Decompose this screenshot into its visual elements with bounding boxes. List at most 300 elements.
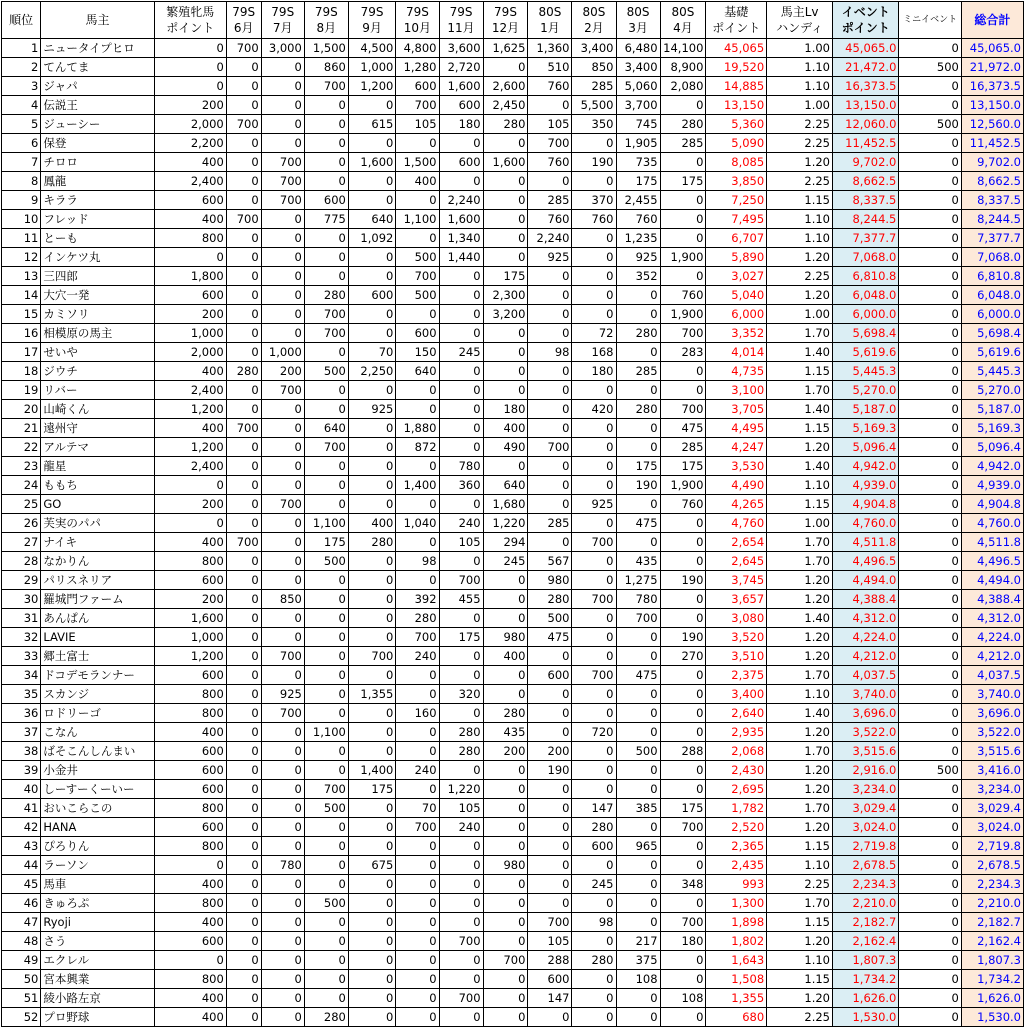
79s-jul-cell[interactable]: 0: [261, 58, 304, 77]
79s-sep-cell[interactable]: 1,355: [348, 685, 395, 704]
rank-cell[interactable]: 6: [2, 134, 41, 153]
rank-cell[interactable]: 5: [2, 115, 41, 134]
mini-event-cell[interactable]: 0: [899, 400, 961, 419]
80s-jan-cell[interactable]: 0: [528, 723, 572, 742]
80s-jan-cell[interactable]: 288: [528, 951, 572, 970]
80s-apr-cell[interactable]: 0: [660, 951, 706, 970]
79s-oct-cell[interactable]: 700: [396, 96, 439, 115]
owner-lv-handicap-cell[interactable]: 1.20: [767, 932, 833, 951]
table-row[interactable]: [2, 704, 1024, 723]
80s-apr-cell[interactable]: 0: [660, 191, 706, 210]
80s-mar-cell[interactable]: 0: [616, 685, 660, 704]
table-row[interactable]: [2, 96, 1024, 115]
80s-jan-cell[interactable]: 0: [528, 96, 572, 115]
mini-event-cell[interactable]: 0: [899, 419, 961, 438]
mini-event-cell[interactable]: 0: [899, 685, 961, 704]
79s-nov-cell[interactable]: 320: [439, 685, 483, 704]
80s-apr-cell[interactable]: 1,900: [660, 476, 706, 495]
base-points-cell[interactable]: 7,250: [706, 191, 767, 210]
col-80s-mar-header[interactable]: [616, 2, 660, 39]
79s-jun-cell[interactable]: 0: [226, 457, 261, 476]
80s-mar-cell[interactable]: 925: [616, 248, 660, 267]
79s-jun-cell[interactable]: 0: [226, 647, 261, 666]
rank-cell[interactable]: 4: [2, 96, 41, 115]
79s-aug-cell[interactable]: 0: [304, 837, 348, 856]
owner-cell[interactable]: 龍星: [41, 457, 154, 476]
col-event-points-header[interactable]: [833, 2, 899, 39]
table-row[interactable]: [2, 761, 1024, 780]
event-points-cell[interactable]: 2,234.3: [833, 875, 899, 894]
grand-total-cell[interactable]: 3,696.0: [961, 704, 1023, 723]
owner-cell[interactable]: HANA: [41, 818, 154, 837]
79s-oct-cell[interactable]: 0: [396, 875, 439, 894]
broodmare-points-cell[interactable]: 600: [154, 286, 226, 305]
79s-nov-cell[interactable]: 0: [439, 951, 483, 970]
owner-lv-handicap-cell[interactable]: 2.25: [767, 875, 833, 894]
79s-nov-cell[interactable]: 180: [439, 115, 483, 134]
80s-feb-cell[interactable]: 0: [572, 1008, 616, 1027]
80s-mar-cell[interactable]: 6,480: [616, 39, 660, 58]
base-points-cell[interactable]: 4,490: [706, 476, 767, 495]
table-row[interactable]: [2, 571, 1024, 590]
owner-lv-handicap-cell[interactable]: 1.15: [767, 495, 833, 514]
79s-jul-cell[interactable]: 0: [261, 894, 304, 913]
80s-mar-cell[interactable]: 352: [616, 267, 660, 286]
79s-sep-cell[interactable]: 4,500: [348, 39, 395, 58]
79s-dec-cell[interactable]: 0: [483, 799, 528, 818]
79s-aug-cell[interactable]: 0: [304, 742, 348, 761]
rank-cell[interactable]: 22: [2, 438, 41, 457]
80s-mar-cell[interactable]: 280: [616, 400, 660, 419]
79s-aug-cell[interactable]: 0: [304, 343, 348, 362]
79s-oct-cell[interactable]: 700: [396, 818, 439, 837]
table-row[interactable]: [2, 1008, 1024, 1027]
80s-feb-cell[interactable]: 0: [572, 286, 616, 305]
79s-oct-cell[interactable]: 0: [396, 723, 439, 742]
owner-lv-handicap-cell[interactable]: 1.40: [767, 457, 833, 476]
79s-dec-cell[interactable]: 0: [483, 837, 528, 856]
owner-cell[interactable]: ばそこんしんまい: [41, 742, 154, 761]
mini-event-cell[interactable]: 0: [899, 666, 961, 685]
owner-lv-handicap-cell[interactable]: 1.40: [767, 343, 833, 362]
79s-jun-cell[interactable]: 0: [226, 514, 261, 533]
broodmare-points-cell[interactable]: 400: [154, 533, 226, 552]
79s-dec-cell[interactable]: 3,200: [483, 305, 528, 324]
broodmare-points-cell[interactable]: 0: [154, 77, 226, 96]
79s-jul-cell[interactable]: 0: [261, 628, 304, 647]
79s-aug-cell[interactable]: 0: [304, 970, 348, 989]
event-points-cell[interactable]: 21,472.0: [833, 58, 899, 77]
owner-lv-handicap-cell[interactable]: 2.25: [767, 134, 833, 153]
rank-cell[interactable]: 33: [2, 647, 41, 666]
79s-oct-cell[interactable]: 0: [396, 134, 439, 153]
80s-apr-cell[interactable]: 1,900: [660, 305, 706, 324]
80s-mar-cell[interactable]: 217: [616, 932, 660, 951]
table-row[interactable]: [2, 894, 1024, 913]
79s-nov-cell[interactable]: 455: [439, 590, 483, 609]
broodmare-points-cell[interactable]: 800: [154, 799, 226, 818]
79s-sep-cell[interactable]: 0: [348, 875, 395, 894]
79s-aug-cell[interactable]: 0: [304, 685, 348, 704]
79s-aug-cell[interactable]: 0: [304, 495, 348, 514]
80s-mar-cell[interactable]: 285: [616, 362, 660, 381]
80s-mar-cell[interactable]: 1,275: [616, 571, 660, 590]
80s-feb-cell[interactable]: 147: [572, 799, 616, 818]
base-points-cell[interactable]: 14,885: [706, 77, 767, 96]
80s-jan-cell[interactable]: 1,360: [528, 39, 572, 58]
table-row[interactable]: [2, 799, 1024, 818]
broodmare-points-cell[interactable]: 1,000: [154, 628, 226, 647]
80s-apr-cell[interactable]: 700: [660, 913, 706, 932]
80s-apr-cell[interactable]: 180: [660, 932, 706, 951]
79s-nov-cell[interactable]: 0: [439, 704, 483, 723]
79s-nov-cell[interactable]: 1,440: [439, 248, 483, 267]
owner-cell[interactable]: GO: [41, 495, 154, 514]
79s-aug-cell[interactable]: 0: [304, 229, 348, 248]
owner-lv-handicap-cell[interactable]: 1.70: [767, 742, 833, 761]
80s-apr-cell[interactable]: 475: [660, 419, 706, 438]
mini-event-cell[interactable]: 0: [899, 875, 961, 894]
base-points-cell[interactable]: 5,360: [706, 115, 767, 134]
table-row[interactable]: [2, 77, 1024, 96]
79s-jun-cell[interactable]: 0: [226, 305, 261, 324]
80s-feb-cell[interactable]: 98: [572, 913, 616, 932]
80s-mar-cell[interactable]: 745: [616, 115, 660, 134]
table-row[interactable]: [2, 229, 1024, 248]
80s-feb-cell[interactable]: 700: [572, 666, 616, 685]
79s-sep-cell[interactable]: 675: [348, 856, 395, 875]
79s-jul-cell[interactable]: 780: [261, 856, 304, 875]
col-79s-jul-header[interactable]: [261, 2, 304, 39]
grand-total-cell[interactable]: 2,719.8: [961, 837, 1023, 856]
79s-jun-cell[interactable]: 0: [226, 248, 261, 267]
col-broodmare-points-header[interactable]: [154, 2, 226, 39]
79s-aug-cell[interactable]: 775: [304, 210, 348, 229]
79s-oct-cell[interactable]: 0: [396, 685, 439, 704]
base-points-cell[interactable]: 3,705: [706, 400, 767, 419]
80s-feb-cell[interactable]: 0: [572, 970, 616, 989]
79s-sep-cell[interactable]: 0: [348, 704, 395, 723]
event-points-cell[interactable]: 3,740.0: [833, 685, 899, 704]
80s-feb-cell[interactable]: 0: [572, 780, 616, 799]
79s-oct-cell[interactable]: 105: [396, 115, 439, 134]
79s-oct-cell[interactable]: 98: [396, 552, 439, 571]
grand-total-cell[interactable]: 2,162.4: [961, 932, 1023, 951]
80s-mar-cell[interactable]: 2,455: [616, 191, 660, 210]
event-points-cell[interactable]: 4,496.5: [833, 552, 899, 571]
79s-nov-cell[interactable]: 105: [439, 799, 483, 818]
owner-cell[interactable]: ロドリーゴ: [41, 704, 154, 723]
79s-jun-cell[interactable]: 0: [226, 609, 261, 628]
base-points-cell[interactable]: 3,657: [706, 590, 767, 609]
rank-cell[interactable]: 37: [2, 723, 41, 742]
79s-jul-cell[interactable]: 0: [261, 77, 304, 96]
79s-dec-cell[interactable]: 1,600: [483, 153, 528, 172]
owner-cell[interactable]: Ryoji: [41, 913, 154, 932]
79s-aug-cell[interactable]: 0: [304, 761, 348, 780]
grand-total-cell[interactable]: 5,270.0: [961, 381, 1023, 400]
rank-cell[interactable]: 47: [2, 913, 41, 932]
event-points-cell[interactable]: 5,445.3: [833, 362, 899, 381]
80s-feb-cell[interactable]: 600: [572, 837, 616, 856]
79s-jun-cell[interactable]: 0: [226, 134, 261, 153]
col-base-points-header[interactable]: [706, 2, 767, 39]
79s-dec-cell[interactable]: 175: [483, 267, 528, 286]
79s-aug-cell[interactable]: 0: [304, 115, 348, 134]
79s-jun-cell[interactable]: 0: [226, 381, 261, 400]
80s-feb-cell[interactable]: 5,500: [572, 96, 616, 115]
79s-nov-cell[interactable]: 0: [439, 381, 483, 400]
79s-oct-cell[interactable]: 500: [396, 286, 439, 305]
79s-jul-cell[interactable]: 0: [261, 476, 304, 495]
79s-oct-cell[interactable]: 0: [396, 837, 439, 856]
broodmare-points-cell[interactable]: 400: [154, 362, 226, 381]
80s-mar-cell[interactable]: 3,700: [616, 96, 660, 115]
79s-nov-cell[interactable]: 280: [439, 723, 483, 742]
79s-oct-cell[interactable]: 0: [396, 533, 439, 552]
base-points-cell[interactable]: 5,090: [706, 134, 767, 153]
80s-jan-cell[interactable]: 0: [528, 324, 572, 343]
79s-sep-cell[interactable]: 0: [348, 476, 395, 495]
mini-event-cell[interactable]: 0: [899, 305, 961, 324]
mini-event-cell[interactable]: 0: [899, 362, 961, 381]
owner-cell[interactable]: 郷土富士: [41, 647, 154, 666]
80s-jan-cell[interactable]: 0: [528, 400, 572, 419]
79s-nov-cell[interactable]: 0: [439, 267, 483, 286]
mini-event-cell[interactable]: 500: [899, 761, 961, 780]
table-row[interactable]: [2, 343, 1024, 362]
rank-cell[interactable]: 42: [2, 818, 41, 837]
79s-oct-cell[interactable]: 0: [396, 400, 439, 419]
grand-total-cell[interactable]: 9,702.0: [961, 153, 1023, 172]
79s-oct-cell[interactable]: 0: [396, 856, 439, 875]
80s-feb-cell[interactable]: 3,400: [572, 39, 616, 58]
col-79s-sep-header[interactable]: [348, 2, 395, 39]
80s-apr-cell[interactable]: 700: [660, 400, 706, 419]
table-row[interactable]: [2, 248, 1024, 267]
mini-event-cell[interactable]: 0: [899, 571, 961, 590]
owner-lv-handicap-cell[interactable]: 1.40: [767, 400, 833, 419]
col-owner-lv-handicap-header[interactable]: [767, 2, 833, 39]
mini-event-cell[interactable]: 0: [899, 780, 961, 799]
80s-apr-cell[interactable]: 285: [660, 438, 706, 457]
79s-dec-cell[interactable]: 0: [483, 343, 528, 362]
base-points-cell[interactable]: 680: [706, 1008, 767, 1027]
80s-apr-cell[interactable]: 283: [660, 343, 706, 362]
owner-cell[interactable]: ナイキ: [41, 533, 154, 552]
grand-total-cell[interactable]: 2,678.5: [961, 856, 1023, 875]
79s-sep-cell[interactable]: 0: [348, 495, 395, 514]
rank-cell[interactable]: 36: [2, 704, 41, 723]
79s-sep-cell[interactable]: 280: [348, 533, 395, 552]
owner-cell[interactable]: ニュータイプヒロ: [41, 39, 154, 58]
79s-aug-cell[interactable]: 0: [304, 932, 348, 951]
base-points-cell[interactable]: 3,080: [706, 609, 767, 628]
79s-jun-cell[interactable]: 0: [226, 628, 261, 647]
80s-apr-cell[interactable]: 760: [660, 286, 706, 305]
79s-aug-cell[interactable]: 0: [304, 267, 348, 286]
broodmare-points-cell[interactable]: 200: [154, 495, 226, 514]
owner-lv-handicap-cell[interactable]: 1.15: [767, 362, 833, 381]
mini-event-cell[interactable]: 0: [899, 704, 961, 723]
rank-cell[interactable]: 8: [2, 172, 41, 191]
79s-jun-cell[interactable]: 0: [226, 571, 261, 590]
mini-event-cell[interactable]: 0: [899, 723, 961, 742]
79s-jun-cell[interactable]: 700: [226, 419, 261, 438]
80s-mar-cell[interactable]: 0: [616, 704, 660, 723]
79s-jun-cell[interactable]: 0: [226, 400, 261, 419]
grand-total-cell[interactable]: 4,224.0: [961, 628, 1023, 647]
79s-jul-cell[interactable]: 0: [261, 932, 304, 951]
80s-jan-cell[interactable]: 105: [528, 115, 572, 134]
79s-dec-cell[interactable]: 1,625: [483, 39, 528, 58]
80s-feb-cell[interactable]: 0: [572, 856, 616, 875]
rank-cell[interactable]: 43: [2, 837, 41, 856]
mini-event-cell[interactable]: 0: [899, 1008, 961, 1027]
79s-sep-cell[interactable]: 1,092: [348, 229, 395, 248]
owner-cell[interactable]: フレッド: [41, 210, 154, 229]
event-points-cell[interactable]: 5,187.0: [833, 400, 899, 419]
79s-nov-cell[interactable]: 0: [439, 609, 483, 628]
79s-sep-cell[interactable]: 0: [348, 723, 395, 742]
rank-cell[interactable]: 27: [2, 533, 41, 552]
80s-mar-cell[interactable]: 175: [616, 457, 660, 476]
79s-aug-cell[interactable]: 500: [304, 362, 348, 381]
79s-sep-cell[interactable]: 0: [348, 419, 395, 438]
79s-dec-cell[interactable]: 1,220: [483, 514, 528, 533]
owner-lv-handicap-cell[interactable]: 1.10: [767, 476, 833, 495]
mini-event-cell[interactable]: 0: [899, 286, 961, 305]
broodmare-points-cell[interactable]: 600: [154, 571, 226, 590]
79s-jul-cell[interactable]: 0: [261, 324, 304, 343]
79s-jun-cell[interactable]: 0: [226, 837, 261, 856]
79s-oct-cell[interactable]: 1,280: [396, 58, 439, 77]
owner-cell[interactable]: ジャパ: [41, 77, 154, 96]
owner-cell[interactable]: おいこらこの: [41, 799, 154, 818]
table-row[interactable]: [2, 742, 1024, 761]
base-points-cell[interactable]: 2,935: [706, 723, 767, 742]
base-points-cell[interactable]: 5,890: [706, 248, 767, 267]
80s-apr-cell[interactable]: 0: [660, 970, 706, 989]
owner-lv-handicap-cell[interactable]: 1.20: [767, 248, 833, 267]
79s-aug-cell[interactable]: 0: [304, 647, 348, 666]
owner-cell[interactable]: 馬車: [41, 875, 154, 894]
79s-jul-cell[interactable]: 700: [261, 153, 304, 172]
event-points-cell[interactable]: 3,024.0: [833, 818, 899, 837]
79s-nov-cell[interactable]: 0: [439, 305, 483, 324]
80s-jan-cell[interactable]: 0: [528, 533, 572, 552]
80s-apr-cell[interactable]: 14,100: [660, 39, 706, 58]
79s-jun-cell[interactable]: 0: [226, 818, 261, 837]
event-points-cell[interactable]: 3,029.4: [833, 799, 899, 818]
80s-feb-cell[interactable]: 0: [572, 761, 616, 780]
base-points-cell[interactable]: 1,508: [706, 970, 767, 989]
broodmare-points-cell[interactable]: 2,200: [154, 134, 226, 153]
80s-jan-cell[interactable]: 567: [528, 552, 572, 571]
base-points-cell[interactable]: 19,520: [706, 58, 767, 77]
base-points-cell[interactable]: 4,760: [706, 514, 767, 533]
79s-aug-cell[interactable]: 175: [304, 533, 348, 552]
rank-cell[interactable]: 9: [2, 191, 41, 210]
79s-jun-cell[interactable]: 0: [226, 96, 261, 115]
79s-dec-cell[interactable]: 0: [483, 780, 528, 799]
80s-mar-cell[interactable]: 760: [616, 210, 660, 229]
80s-feb-cell[interactable]: 0: [572, 571, 616, 590]
broodmare-points-cell[interactable]: 800: [154, 704, 226, 723]
80s-feb-cell[interactable]: 190: [572, 153, 616, 172]
79s-dec-cell[interactable]: 0: [483, 210, 528, 229]
79s-sep-cell[interactable]: 0: [348, 913, 395, 932]
79s-dec-cell[interactable]: 294: [483, 533, 528, 552]
79s-aug-cell[interactable]: 700: [304, 77, 348, 96]
grand-total-cell[interactable]: 5,619.6: [961, 343, 1023, 362]
rank-cell[interactable]: 46: [2, 894, 41, 913]
table-row[interactable]: [2, 381, 1024, 400]
80s-feb-cell[interactable]: 0: [572, 514, 616, 533]
broodmare-points-cell[interactable]: 600: [154, 932, 226, 951]
mini-event-cell[interactable]: 0: [899, 628, 961, 647]
owner-lv-handicap-cell[interactable]: 1.20: [767, 438, 833, 457]
79s-nov-cell[interactable]: 0: [439, 438, 483, 457]
79s-jul-cell[interactable]: 0: [261, 970, 304, 989]
80s-jan-cell[interactable]: 760: [528, 210, 572, 229]
owner-cell[interactable]: LAVIE: [41, 628, 154, 647]
owner-cell[interactable]: しーすーくーいー: [41, 780, 154, 799]
rank-cell[interactable]: 11: [2, 229, 41, 248]
79s-sep-cell[interactable]: 0: [348, 248, 395, 267]
79s-oct-cell[interactable]: 70: [396, 799, 439, 818]
79s-sep-cell[interactable]: 0: [348, 457, 395, 476]
79s-oct-cell[interactable]: 600: [396, 324, 439, 343]
80s-feb-cell[interactable]: 285: [572, 77, 616, 96]
owner-lv-handicap-cell[interactable]: 2.25: [767, 267, 833, 286]
79s-dec-cell[interactable]: 980: [483, 856, 528, 875]
col-owner-header[interactable]: [41, 2, 154, 39]
owner-lv-handicap-cell[interactable]: 1.20: [767, 590, 833, 609]
80s-apr-cell[interactable]: 0: [660, 96, 706, 115]
owner-cell[interactable]: ジウチ: [41, 362, 154, 381]
owner-cell[interactable]: ラーソン: [41, 856, 154, 875]
79s-jun-cell[interactable]: 0: [226, 761, 261, 780]
owner-lv-handicap-cell[interactable]: 1.70: [767, 324, 833, 343]
79s-aug-cell[interactable]: 0: [304, 913, 348, 932]
broodmare-points-cell[interactable]: 2,400: [154, 457, 226, 476]
broodmare-points-cell[interactable]: 400: [154, 1008, 226, 1027]
owner-lv-handicap-cell[interactable]: 1.20: [767, 818, 833, 837]
owner-cell[interactable]: ドコデモランナー: [41, 666, 154, 685]
rank-cell[interactable]: 39: [2, 761, 41, 780]
table-row[interactable]: [2, 780, 1024, 799]
80s-apr-cell[interactable]: 175: [660, 799, 706, 818]
79s-aug-cell[interactable]: 0: [304, 875, 348, 894]
80s-feb-cell[interactable]: 700: [572, 590, 616, 609]
broodmare-points-cell[interactable]: 2,400: [154, 172, 226, 191]
79s-jul-cell[interactable]: 0: [261, 799, 304, 818]
79s-nov-cell[interactable]: 0: [439, 856, 483, 875]
79s-jul-cell[interactable]: 700: [261, 191, 304, 210]
79s-jun-cell[interactable]: 0: [226, 685, 261, 704]
80s-jan-cell[interactable]: 0: [528, 818, 572, 837]
79s-jul-cell[interactable]: 0: [261, 115, 304, 134]
79s-nov-cell[interactable]: 360: [439, 476, 483, 495]
event-points-cell[interactable]: 5,096.4: [833, 438, 899, 457]
mini-event-cell[interactable]: 0: [899, 229, 961, 248]
broodmare-points-cell[interactable]: 400: [154, 913, 226, 932]
grand-total-cell[interactable]: 6,810.8: [961, 267, 1023, 286]
80s-feb-cell[interactable]: 420: [572, 400, 616, 419]
broodmare-points-cell[interactable]: 800: [154, 552, 226, 571]
mini-event-cell[interactable]: 0: [899, 837, 961, 856]
